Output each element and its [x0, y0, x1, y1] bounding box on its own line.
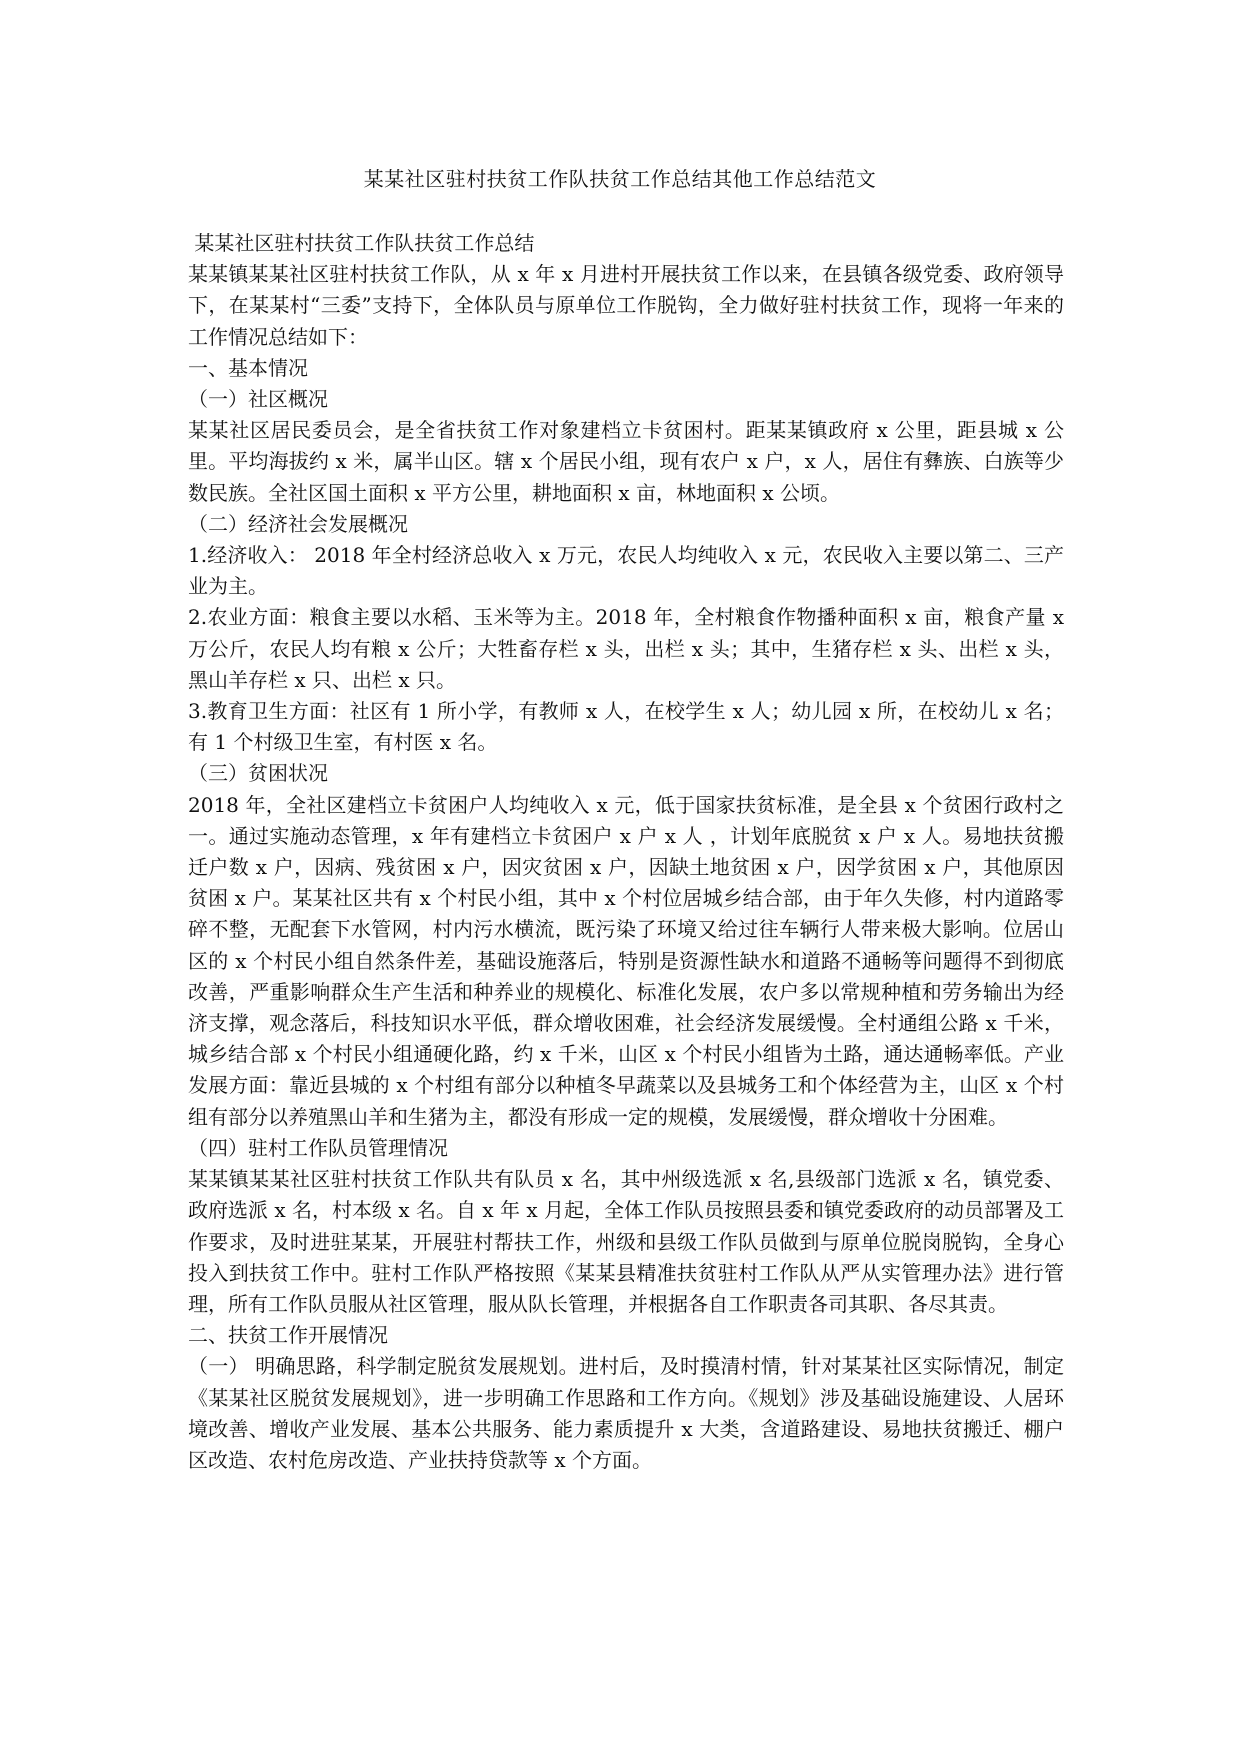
- poverty-status-paragraph: 2018 年，全社区建档立卡贫困户人均纯收入 x 元，低于国家扶贫标准，是全县 x 个贫困行政村之一。通过实施动态管理，x 年有建档立卡贫困户 x 户 x 人 ，计划年底脱贫 x 户 x 人。易地扶贫搬迁户数 x 户，因病、残贫困 x 户，因灾贫困 x 户，因缺土地贫困 x 户，因学贫困 x 户，其他原因贫困 x 户。某某社区共有 x 个村民小组，其中 x 个村位居城乡结合部，由于年久失修，村内道路零碎不整，无配套下水管网，村内污水横流，既污染了环境又给过往车辆行人带来极大影响。位居山区的 x 个村民小组自然条件差，基础设施落后，特别是资源性缺水和道路不通畅等问题得不到彻底改善，严重影响群众生产生活和种养业的规模化、标准化发展，农户多以常规种植和劳务输出为经济支撑，观念落后，科技知识水平低，群众增收困难，社会经济发展缓慢。全村通组公路 x 千米，城乡结合部 x 个村民小组通硬化路，约 x 千米，山区 x 个村民小组皆为土路，通达通畅率低。产业发展方面：靠近县城的 x 个村组有部分以种植冬早蔬菜以及县城务工和个体经营为主，山区 x 个村组有部分以养殖黑山羊和生猪为主，都没有形成一定的规模，发展缓慢，群众增收十分困难。: [188, 792, 1064, 1129]
- subheading-economic-development: （二）经济社会发展概况: [188, 511, 408, 536]
- section-subtitle: 某某社区驻村扶贫工作队扶贫工作总结: [188, 231, 535, 255]
- team-management-paragraph: 某某镇某某社区驻村扶贫工作队共有队员 x 名，其中州级选派 x 名,县级部门选派 x 名，镇党委、政府选派 x 名，村本级 x 名。自 x 年 x 月起，全体工作队员按照县委和镇党委政府的动员部署及工作要求，及时进驻某某，开展驻村帮扶工作，州级和县级工作队员做到与原单位脱岗脱钩，全身心投入到扶贫工作中。驻村工作队严格按照《某某县精准扶贫驻村工作队从严从实管理办法》进行管理，所有工作队员服从社区管理，服从队长管理，并根据各自工作职责各司其职、各尽其责。: [188, 1167, 1064, 1316]
- heading-basic-situation: 一、基本情况: [188, 355, 308, 380]
- document-title: 某某社区驻村扶贫工作队扶贫工作总结其他工作总结范文: [363, 167, 877, 191]
- subheading-team-management: （四）驻村工作队员管理情况: [188, 1135, 448, 1160]
- document-body: [188, 228, 1064, 1476]
- intro-paragraph: 某某镇某某社区驻村扶贫工作队，从 x 年 x 月进村开展扶贫工作以来，在县镇各级党委、政府领导下，在某某村“三委”支持下，全体队员与原单位工作脱钩，全力做好驻村扶贫工作，现将一年来的工作情况总结如下：: [188, 262, 1064, 349]
- subheading-community-overview: （一）社区概况: [188, 387, 328, 412]
- heading-poverty-work: 二、扶贫工作开展情况: [188, 1323, 388, 1348]
- planning-paragraph: （一） 明确思路，科学制定脱贫发展规划。进村后，及时摸清村情，针对某某社区实际情况，制定《某某社区脱贫发展规划》，进一步明确工作思路和工作方向。《规划》涉及基础设施建设、人居环境改善、增收产业发展、基本公共服务、能力素质提升 x 大类，含道路建设、易地扶贫搬迁、棚户区改造、农村危房改造、产业扶持贷款等 x 个方面。: [188, 1354, 1064, 1472]
- education-health-paragraph: 3.教育卫生方面：社区有 1 所小学，有教师 x 人，在校学生 x 人；幼儿园 x 所，在校幼儿 x 名；有 1 个村级卫生室，有村医 x 名。: [188, 699, 1064, 755]
- subheading-poverty-status: （三）贫困状况: [188, 761, 328, 786]
- agriculture-paragraph: 2.农业方面：粮食主要以水稻、玉米等为主。2018 年，全村粮食作物播种面积 x 亩，粮食产量 x 万公斤，农民人均有粮 x 公斤；大牲畜存栏 x 头，出栏 x 头；其中，生猪存栏 x 头、出栏 x 头，黑山羊存栏 x 只、出栏 x 只。: [188, 605, 1064, 692]
- economic-income-paragraph: 1.经济收入： 2018 年全村经济总收入 x 万元，农民人均纯收入 x 元，农民收入主要以第二、三产业为主。: [188, 543, 1064, 599]
- community-overview-paragraph: 某某社区居民委员会，是全省扶贫工作对象建档立卡贫困村。距某某镇政府 x 公里，距县城 x 公里。平均海拔约 x 米，属半山区。辖 x 个居民小组，现有农户 x 户，x 人，居住有彝族、白族等少数民族。全社区国土面积 x 平方公里，耕地面积 x 亩，林地面积 x 公顷。: [188, 418, 1064, 505]
